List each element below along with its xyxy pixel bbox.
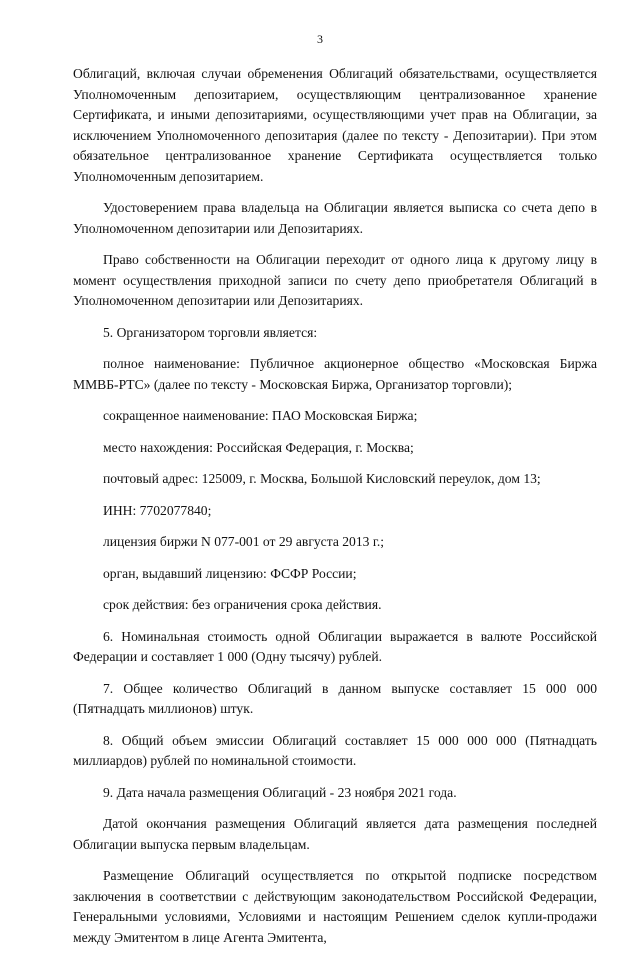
paragraph-inn: ИНН: 7702077840; [103, 502, 212, 518]
paragraph-ownership-proof: Удостоверением права владельца на Облигации является выписка со счета депо в Уполномоченном депозитарии или Депозитариях. [73, 200, 597, 236]
paragraph-total-quantity: 7. Общее количество Облигаций в данном выпуске составляет 15 000 000 (Пятнадцать миллионов) штук. [73, 680, 597, 716]
paragraph-short-name: сокращенное наименование: ПАО Московская Биржа; [103, 408, 418, 423]
paragraph-trade-organizer-heading: 5. Организатором торговли является: [103, 324, 318, 340]
paragraph-placement-start: 9. Дата начала размещения Облигаций - 23 ноября 2021 года. [103, 784, 457, 800]
paragraph-issue-volume: 8. Общий объем эмиссии Облигаций составляет 15 000 000 000 (Пятнадцать миллиардов) рублей по номинальной стоимости. [73, 732, 597, 768]
paragraph-placement-end: Датой окончания размещения Облигаций является дата размещения последней Облигации выпуска первым владельцам. [73, 816, 597, 852]
paragraph-location: место нахождения: Российская Федерация, г. Москва; [103, 439, 414, 455]
document-body [73, 64, 597, 959]
paragraph-license-issuer: орган, выдавший лицензию: ФСФР России; [103, 565, 357, 581]
paragraph-license: лицензия биржи N 077-001 от 29 августа 2013 г.; [103, 534, 385, 549]
paragraph-full-name: полное наименование: Публичное акционерное общество «Московская Биржа ММВБ-РТС» (далее по тексту - Московская Биржа, Организатор торговли); [73, 356, 597, 392]
paragraph-depositary-accounting: Облигаций, включая случаи обременения Облигаций обязательствами, осуществляется Уполномоченным депозитарием, осуществляющим централизованное хранение Сертификата, и иными депозитариями, осуществляющими учет прав на Облигации, за исключением Уполномоченного депозитария (далее по тексту - Депозитарии). При этом обязательное централизованное хранение Сертификата осуществляется только Уполномоченным депозитарием. [73, 66, 597, 184]
paragraph-placement-method: Размещение Облигаций осуществляется по открытой подписке посредством заключения в соответствии с действующим законодательством Российской Федерации, Генеральными условиями, Условиями и настоящим Решением сделок купли-продажи между Эмитентом в лице Агента Эмитента, [73, 868, 597, 945]
paragraph-nominal-value: 6. Номинальная стоимость одной Облигации выражается в валюте Российской Федерации и составляет 1 000 (Одну тысячу) рублей. [73, 628, 597, 664]
paragraph-ownership-transfer: Право собственности на Облигации переходит от одного лица к другому лицу в момент осуществления приходной записи по счету депо приобретателя Облигаций в Уполномоченном депозитарии или Депозитариях. [73, 252, 597, 308]
page-number: 3 [317, 32, 323, 46]
paragraph-postal-address: почтовый адрес: 125009, г. Москва, Большой Кисловский переулок, дом 13; [103, 471, 541, 486]
paragraph-license-term: срок действия: без ограничения срока действия. [103, 597, 382, 612]
